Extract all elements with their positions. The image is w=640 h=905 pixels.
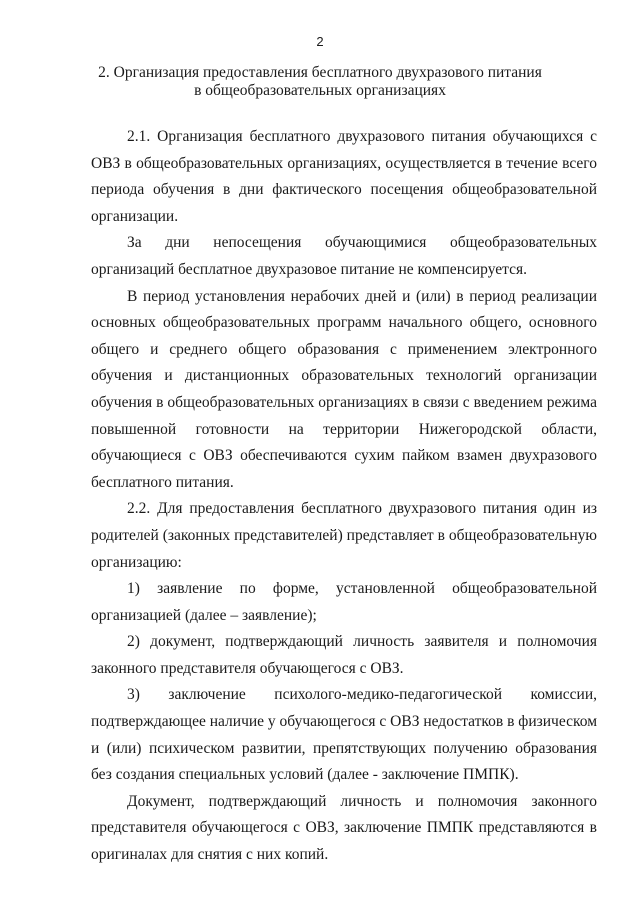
section-heading-line-1: 2. Организация предоставления бесплатного двухразового питания [98, 64, 542, 81]
section-heading [90, 64, 550, 100]
document-body [91, 124, 597, 869]
section-heading-line-2: в общеобразовательных организациях [194, 82, 446, 99]
paragraph-2-1: 2.1. Организация бесплатного двухразового питания обучающихся с ОВЗ в общеобразовательных организациях, осуществляется в течение всего периода обучения в дни фактического посещения общеобразовательной организации. [91, 128, 597, 225]
list-item-application: 1) заявление по форме, установленной общеобразовательной организацией (далее – заявление); [91, 580, 597, 624]
paragraph-originals: Документ, подтверждающий личность и полномочия законного представителя обучающегося с ОВЗ, заключение ПМПК представляются в оригиналах для снятия с них копий. [91, 792, 597, 864]
paragraph-dry-ration: В период установления нерабочих дней и (или) в период реализации основных общеобразовательных программ начального общего, основного общего и среднего общего образования с применением электронного обучения и дистанционных образовательных технологий организации обучения в общеобразовательных организациях в связи с введением режима повышенной готовности на территории Нижегородской области, обучающиеся с ОВЗ обеспечиваются сухим пайком взамен двухразового бесплатного питания. [91, 287, 597, 491]
paragraph-2-2: 2.2. Для предоставления бесплатного двухразового питания один из родителей (законных представителей) представляет в общеобразовательную организацию: [91, 500, 597, 571]
page-number: 2 [316, 34, 324, 49]
list-item-pmpk-conclusion: 3) заключение психолого-медико-педагогической комиссии, подтверждающее наличие у обучающегося с ОВЗ недостатков в физическом и (или) психическом развитии, препятствующих получению образования без создания специальных условий (далее - заключение ПМПК). [91, 686, 598, 784]
list-item-identity-document: 2) документ, подтверждающий личность заявителя и полномочия законного представителя обучающегося с ОВЗ. [91, 633, 597, 677]
paragraph-no-compensation: За дни непосещения обучающимися общеобразовательных организаций бесплатное двухразовое питание не компенсируется. [91, 234, 597, 278]
